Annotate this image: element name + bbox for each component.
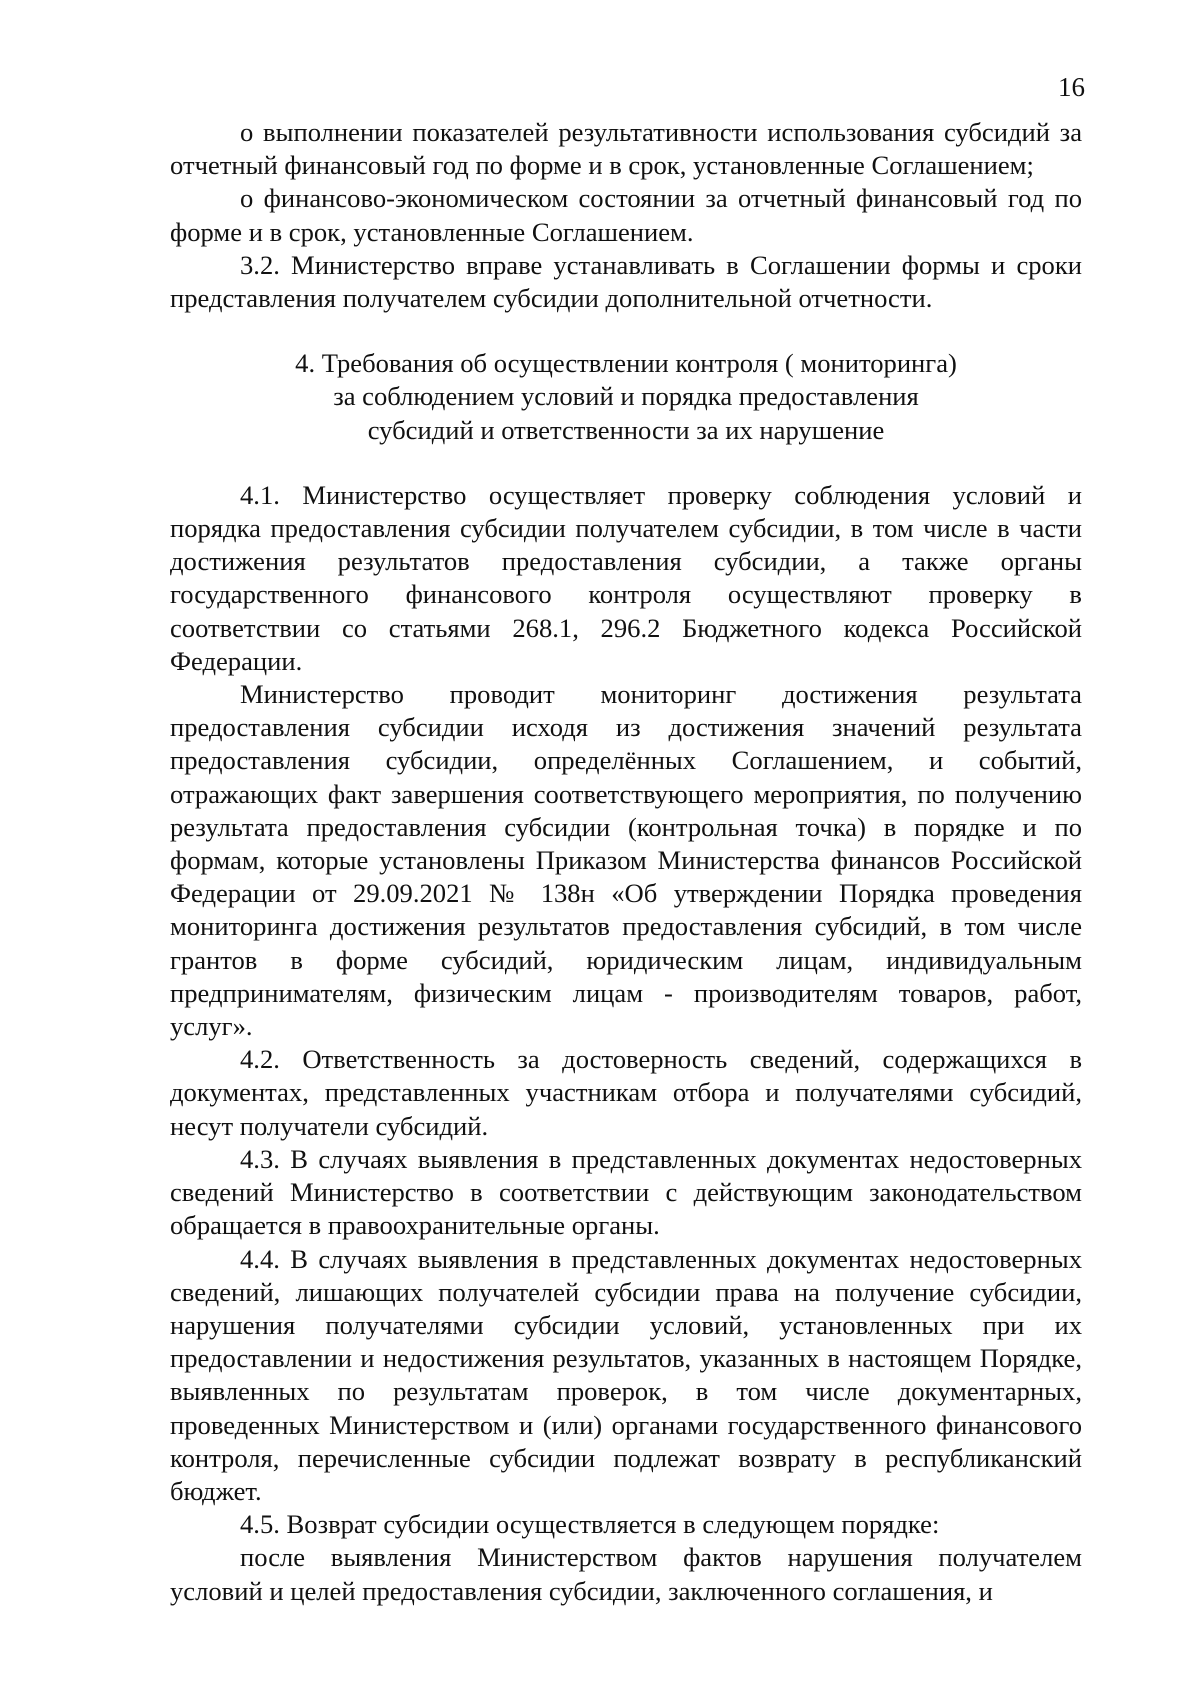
section-heading-line: за соблюдением условий и порядка предоставления <box>333 381 919 412</box>
paragraph-report-indicators: о выполнении показателей результативности использования субсидий за отчетный финансовый год по форме и в срок, установленные Соглашением; <box>170 117 1082 181</box>
paragraph-3-2: 3.2. Министерство вправе устанавливать в Соглашении формы и сроки представления получателем субсидии дополнительной отчетности. <box>170 249 1082 314</box>
section-heading-line: 4. Требования об осуществлении контроля ( мониторинга) <box>295 348 957 379</box>
paragraph-refund-procedure: после выявления Министерством фактов нарушения получателем условий и целей предоставления субсидии, заключенного соглашения, и <box>170 1542 1082 1606</box>
section-heading-line: субсидий и ответственности за их нарушение <box>367 414 885 445</box>
paragraph-4-4: 4.4. В случаях выявления в представленных документах недостоверных сведений, лишающих получателей субсидии права на получение субсидии, нарушения получателями субсидии условий, установленных при их предоставлении и недостижения результатов, указанных в настоящем Порядке, выявленных по результатам проверок, в том числе документарных, проведенных Министерством и (или) органами государственного финансового контроля, перечисленные субсидии подлежат возврату в республиканский бюджет. <box>170 1243 1082 1506</box>
paragraph-4-2: 4.2. Ответственность за достоверность сведений, содержащихся в документах, представленных участникам отбора и получателями субсидий, несут получатели субсидий. <box>170 1044 1082 1141</box>
paragraph-4-3: 4.3. В случаях выявления в представленных документах недостоверных сведений Министерство в соответствии с действующим законодательством обращается в правоохранительные органы. <box>170 1143 1082 1241</box>
paragraph-monitoring: Министерство проводит мониторинг достижения результата предоставления субсидии исходя из достижения значений результата предоставления субсидии, определённых Соглашением, и событий, отражающих факт завершения соответствующего мероприятия, по получению результата предоставления субсидии (контрольная точка) в порядке и по формам, которые установлены Приказом Министерства финансов Российской Федерации от 29.09.2021 № 138н «Об утверждении Порядка проведения мониторинга достижения результатов предоставления субсидий, в том числе грантов в форме субсидий, юридическим лицам, индивидуальным предпринимателям, физическим лицам - производителям товаров, работ, услуг». <box>170 679 1082 1042</box>
document-body <box>170 116 1082 1608</box>
section-heading-4 <box>170 347 1082 447</box>
page-number: 16 <box>1058 72 1085 102</box>
paragraph-report-financial-state: о финансово-экономическом состоянии за отчетный финансовый год по форме и в срок, установленные Соглашением. <box>170 183 1082 247</box>
paragraph-4-1: 4.1. Министерство осуществляет проверку соблюдения условий и порядка предоставления субсидии получателем субсидии, в том числе в части достижения результатов предоставления субсидии, а также органы государственного финансового контроля осуществляют проверку в соответствии со статьями 268.1, 296.2 Бюджетного кодекса Российской Федерации. <box>170 479 1082 676</box>
paragraph-4-5: 4.5. Возврат субсидии осуществляется в следующем порядке: <box>240 1509 940 1540</box>
